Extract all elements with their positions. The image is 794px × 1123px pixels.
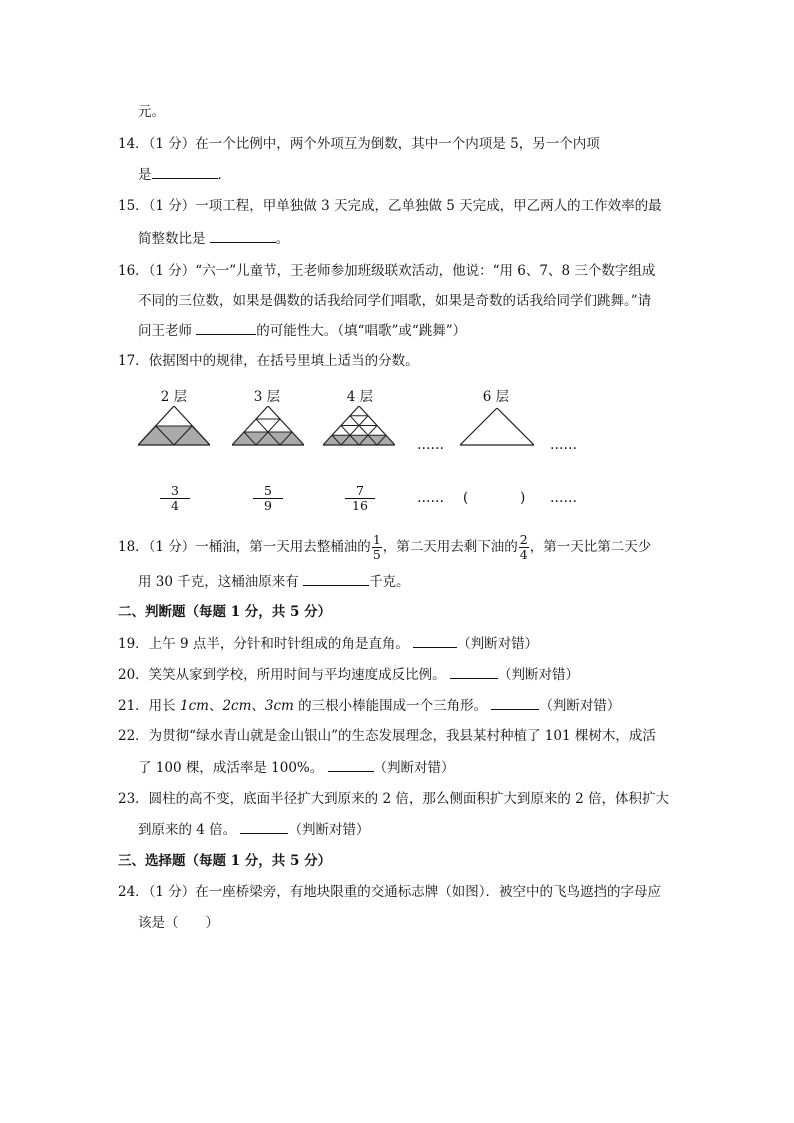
q21-a: 21．用长 xyxy=(118,698,180,714)
q18-part-c: ，第一天比第二天少 xyxy=(529,539,652,555)
q22-pre: 了 100 棵，成活率是 100%。 xyxy=(138,760,328,776)
fraction-4-den: 16 xyxy=(352,498,368,513)
layer-label-2: 2 层 xyxy=(160,389,188,405)
q21-unit1: 1cm xyxy=(179,698,209,714)
q23-post: （判断对错） xyxy=(288,822,370,838)
q21-unit2: 2cm xyxy=(222,698,252,714)
dots-2: …… xyxy=(550,437,577,453)
fraction-2-den: 4 xyxy=(171,498,179,513)
q14-line2 xyxy=(138,164,231,185)
q18-line1 xyxy=(118,532,651,562)
q18-pre: 用 30 千克，这桶油原来有 xyxy=(138,574,304,590)
fraction-2-layers xyxy=(160,484,190,513)
q19-text: 19．上午 9 点半，分针和时针组成的角是直角。 xyxy=(118,636,414,652)
q17-answer-slot[interactable] xyxy=(472,496,518,510)
q16-line3 xyxy=(138,320,466,341)
q23-pre: 到原来的 4 倍。 xyxy=(138,822,241,838)
q24-line2: 该是（ ） xyxy=(138,915,219,931)
q18-frac2-den: 4 xyxy=(519,547,528,562)
q16-pre: 问王老师 xyxy=(138,323,197,339)
q24-line1: 24．（1 分）在一座桥梁旁，有地块限重的交通标志牌（如图）．被空中的飞鸟遮挡的字母应 xyxy=(118,884,662,900)
q16-line2: 不同的三位数，如果是偶数的话我给同学们唱歌，如果是奇数的话我给同学们跳舞。”请 xyxy=(138,293,652,309)
q18-post: 千克。 xyxy=(369,574,410,590)
q21 xyxy=(118,695,620,716)
q14-pre: 是 xyxy=(138,167,152,183)
layer-label-3: 3 层 xyxy=(253,389,281,405)
q22-line2 xyxy=(138,757,455,778)
fraction-3-den: 9 xyxy=(264,498,272,513)
q21-answer-blank[interactable] xyxy=(491,695,539,710)
section-2-heading: 二、判断题（每题 1 分，共 5 分） xyxy=(118,604,332,620)
q22-answer-blank[interactable] xyxy=(328,757,374,772)
triangle-figure-4-layers xyxy=(323,406,395,446)
fraction-3-layers xyxy=(253,484,283,513)
q23-line1: 23．圆柱的高不变，底面半径扩大到原来的 2 倍，那么侧面积扩大到原来的 2 倍，体积扩大 xyxy=(118,791,670,807)
q21-c: 、 xyxy=(251,698,265,714)
q18-line2 xyxy=(138,571,410,592)
fraction-2-num: 3 xyxy=(160,484,190,499)
section-3-heading: 三、选择题（每题 1 分，共 5 分） xyxy=(118,853,332,869)
q18-part-a: 18．（1 分）一桶油，第一天用去整桶油的 xyxy=(118,539,371,555)
paren-close: ) xyxy=(520,490,526,506)
q16-line1: 16．（1 分）“六一”儿童节，王老师参加班级联欢活动，他说：“用 6、7、8 三个数字组成 xyxy=(118,263,656,279)
dots-3: …… xyxy=(417,490,444,506)
q19-post: （判断对错） xyxy=(457,636,539,652)
q15-line2 xyxy=(138,228,289,249)
q14-answer-blank[interactable] xyxy=(152,164,218,179)
q22-post: （判断对错） xyxy=(373,760,455,776)
q18-frac1-den: 5 xyxy=(372,547,381,562)
q15-post: 。 xyxy=(275,231,290,247)
triangle-figure-2-layers xyxy=(138,406,210,446)
q20-answer-blank[interactable] xyxy=(450,664,498,679)
triangle-figure-3-layers xyxy=(232,406,304,446)
q13-tail: 元。 xyxy=(138,104,165,120)
q16-answer-blank[interactable] xyxy=(196,320,256,335)
q19 xyxy=(118,633,538,654)
q21-d: 的三根小棒能围成一个三角形。 xyxy=(293,698,492,714)
q20-post: （判断对错） xyxy=(497,667,579,683)
q21-b: 、 xyxy=(208,698,223,714)
q17-text: 17．依据图中的规律，在括号里填上适当的分数。 xyxy=(118,353,419,369)
q18-frac2-num: 2 xyxy=(519,532,528,547)
q23-line2 xyxy=(138,819,369,840)
paren-open: ( xyxy=(463,490,469,506)
layer-label-4: 4 层 xyxy=(346,389,374,405)
fraction-4-layers xyxy=(345,484,375,513)
q18-frac2 xyxy=(519,533,529,562)
q15-answer-blank[interactable] xyxy=(210,228,276,243)
dots-1: …… xyxy=(417,437,444,453)
layer-label-6: 6 层 xyxy=(482,389,510,405)
q18-part-b: ，第二天用去剩下油的 xyxy=(382,539,518,555)
q22-line1: 22．为贯彻“绿水青山就是金山银山”的生态发展理念，我县某村种植了 101 棵树木，成活 xyxy=(118,728,656,744)
q20-text: 20．笑笑从家到学校，所用时间与平均速度成反比例。 xyxy=(118,667,450,683)
fraction-3-num: 5 xyxy=(253,484,283,499)
q18-frac1-num: 1 xyxy=(372,532,381,547)
fraction-4-num: 7 xyxy=(345,484,375,499)
q19-answer-blank[interactable] xyxy=(413,633,457,648)
q21-post: （判断对错） xyxy=(539,698,621,714)
q14-line1: 14．（1 分）在一个比例中，两个外项互为倒数，其中一个内项是 5，另一个内项 xyxy=(118,136,600,152)
q15-line1: 15．（1 分）一项工程，甲单独做 3 天完成，乙单独做 5 天完成，甲乙两人的工作效率的最 xyxy=(118,198,662,214)
q21-unit3: 3cm xyxy=(264,698,294,714)
triangle-figure-6-layers xyxy=(460,408,534,446)
q14-post: ． xyxy=(217,167,231,183)
q20 xyxy=(118,664,579,685)
q18-answer-blank[interactable] xyxy=(303,571,369,586)
q23-answer-blank[interactable] xyxy=(240,819,288,834)
q18-frac1 xyxy=(372,533,382,562)
q16-post: 的可能性大。（填“唱歌”或“跳舞”） xyxy=(256,323,467,339)
dots-4: …… xyxy=(550,490,577,506)
q15-pre: 简整数比是 xyxy=(138,231,210,247)
